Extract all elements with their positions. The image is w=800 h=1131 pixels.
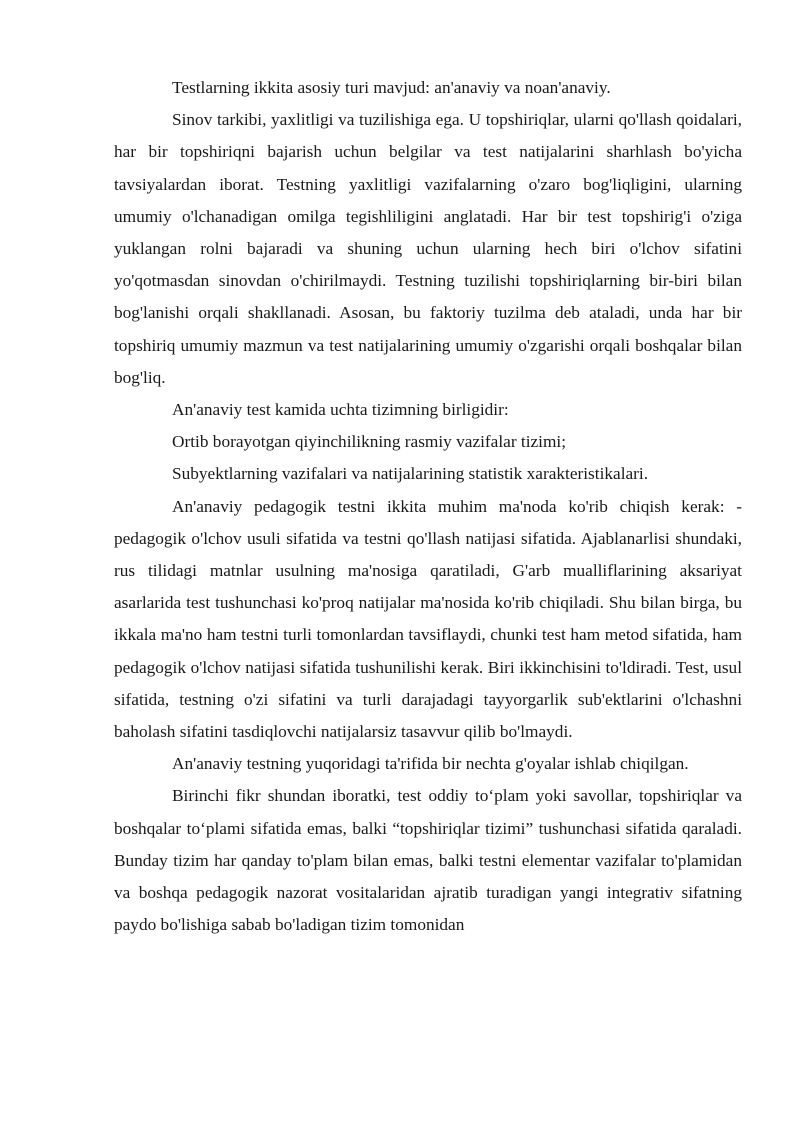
paragraph-traditional-test-unity: An'anaviy test kamida uchta tizimning birligidir: (172, 400, 509, 420)
paragraph-test-structure: Sinov tarkibi, yaxlitligi va tuzilishiga ega. U topshiriqlar, ularni qo'llash qoidalari, har bir topshiriqni bajarish uchun belgilar va test natijalarini sharhlash bo'yicha tavsiyalardan iborat. Testning yaxlitligi vazifalarning o'zaro bog'liqligini, ularning umumiy o'lchanadigan omilga tegishliligini anglatadi. Har bir test topshirig'i o'ziga yuklangan rolni bajaradi va shuning uchun ularning hech biri o'lchov sifatini yo'qotmasdan sinovdan o'chirilmaydi. Testning tuzilishi topshiriqlarning bir-biri bilan bog'lanishi orqali shakllanadi. Asosan, bu faktoriy tuzilma deb ataladi, unda har bir topshiriq umumiy mazmun va test natijalarining umumiy o'zgarishi orqali boshqalar bilan bog'liq. (114, 110, 742, 387)
paragraph-statistical-characteristics: Subyektlarning vazifalari va natijalarining statistik xarakteristikalari. (172, 464, 649, 484)
document-page (114, 72, 742, 941)
paragraph-intro: Testlarning ikkita asosiy turi mavjud: an'anaviy va noan'anaviy. (172, 78, 611, 97)
paragraph-definition-ideas: An'anaviy testning yuqoridagi ta'rifida bir nechta g'oyalar ishlab chiqilgan. (172, 754, 689, 774)
paragraph-two-meanings: An'anaviy pedagogik testni ikkita muhim ma'noda ko'rib chiqish kerak: - pedagogik o'lchov usuli sifatida va testni qo'llash natijasi sifatida. Ajablanarlisi shundaki, rus tilidagi matnlar usulning ma'nosiga qaratiladi, G'arb mualliflarining aksariyat asarlarida test tushunchasi ko'proq natijalar ma'nosida ko'rib chiqiladi. Shu bilan birga, bu ikkala ma'no ham testni turli tomonlardan tavsiflaydi, chunki test ham metod sifatida, ham pedagogik o'lchov natijasi sifatida tushunilishi kerak. Biri ikkinchisini to'ldiradi. Test, usul sifatida, testning o'zi sifatini va turli darajadagi tayyorgarlik sub'ektlarini o'lchashni baholash sifatini tasdiqlovchi natijalarsiz tasavvur qilib bo'lmaydi. (114, 496, 742, 742)
paragraph-first-idea: Birinchi fikr shundan iboratki, test oddiy to‘plam yoki savollar, topshiriqlar va boshqalar to‘plami sifatida emas, balki “topshiriqlar tizimi” tushunchasi sifatida qaraladi. Bunday tizim har qanday to'plam bilan emas, balki testni elementar vazifalar to'plamidan va boshqa pedagogik nazorat vositalaridan ajratib turadigan yangi integrativ sifatning paydo bo'lishiga sabab bo'ladigan tizim tomonidan (114, 786, 742, 935)
paragraph-task-system: Ortib borayotgan qiyinchilikning rasmiy vazifalar tizimi; (172, 432, 567, 452)
